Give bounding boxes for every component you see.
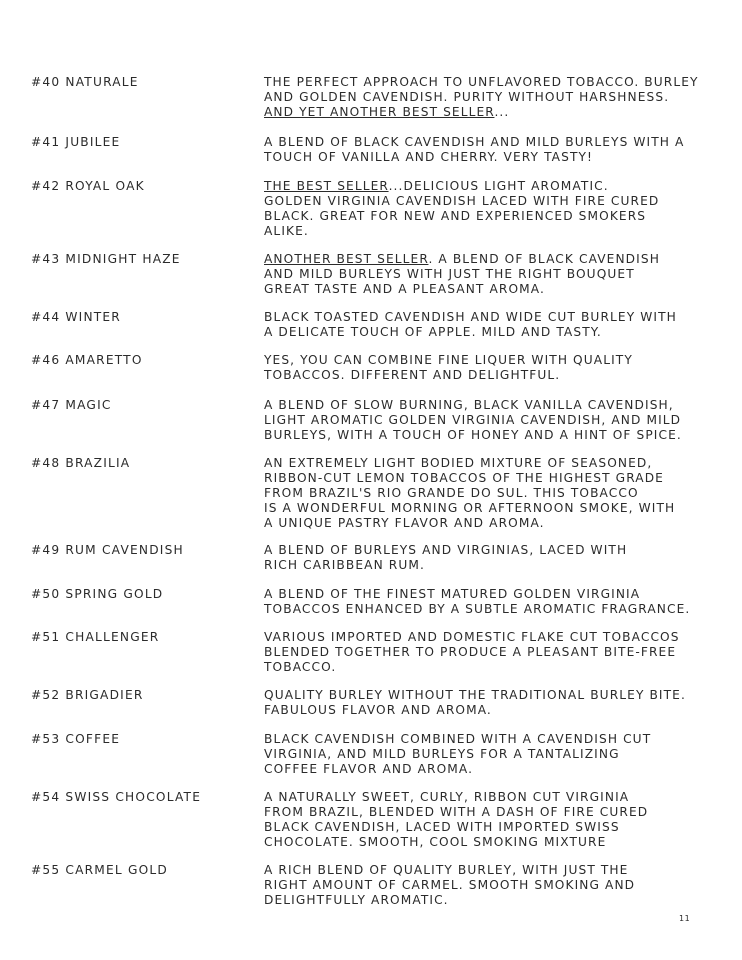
description-line [264, 587, 724, 602]
description-line [264, 805, 724, 820]
description-line [264, 863, 724, 878]
description-line [264, 90, 724, 105]
blend-description [264, 790, 724, 850]
blend-name: #48 BRAZILIA [31, 456, 131, 470]
description-line [264, 310, 724, 325]
text-segment: BLENDED TOGETHER TO PRODUCE A PLEASANT BITE-FREE [264, 645, 677, 659]
blend-description [264, 179, 724, 239]
text-segment: GOLDEN VIRGINIA CAVENDISH LACED WITH FIRE CURED [264, 194, 660, 208]
text-segment: ALIKE. [264, 224, 309, 238]
text-segment: FROM BRAZIL, BLENDED WITH A DASH OF FIRE CURED [264, 805, 649, 819]
description-line [264, 135, 724, 150]
description-line [264, 486, 724, 501]
text-segment: VARIOUS IMPORTED AND DOMESTIC FLAKE CUT TOBACCOS [264, 630, 680, 644]
description-line [264, 209, 724, 224]
description-line [264, 105, 724, 120]
text-segment: AND MILD BURLEYS WITH JUST THE RIGHT BOUQUET [264, 267, 635, 281]
blend-description [264, 587, 724, 617]
text-segment: . A BLEND OF BLACK CAVENDISH [428, 252, 660, 266]
description-line [264, 150, 724, 165]
blend-name: #51 CHALLENGER [31, 630, 160, 644]
blend-name: #46 AMARETTO [31, 353, 143, 367]
description-line [264, 428, 724, 443]
text-segment: CHOCOLATE. SMOOTH, COOL SMOKING MIXTURE [264, 835, 607, 849]
blend-name: #43 MIDNIGHT HAZE [31, 252, 181, 266]
description-line [264, 660, 724, 675]
text-segment: TOBACCO. [264, 660, 337, 674]
text-segment: A NATURALLY SWEET, CURLY, RIBBON CUT VIRGINIA [264, 790, 630, 804]
description-line [264, 558, 724, 573]
description-line [264, 630, 724, 645]
description-line [264, 194, 724, 209]
description-line [264, 878, 724, 893]
text-segment: LIGHT AROMATIC GOLDEN VIRGINIA CAVENDISH, AND MILD [264, 413, 682, 427]
description-line [264, 179, 724, 194]
text-segment: GREAT TASTE AND A PLEASANT AROMA. [264, 282, 545, 296]
blend-name: #47 MAGIC [31, 398, 112, 412]
underlined-phrase: THE BEST SELLER [264, 179, 389, 193]
text-segment: RIGHT AMOUNT OF CARMEL. SMOOTH SMOKING AND [264, 878, 636, 892]
text-segment: A UNIQUE PASTRY FLAVOR AND AROMA. [264, 516, 545, 530]
blend-description [264, 75, 724, 120]
blend-name: #54 SWISS CHOCOLATE [31, 790, 202, 804]
blend-name: #52 BRIGADIER [31, 688, 144, 702]
blend-description [264, 353, 724, 383]
text-segment: YES, YOU CAN COMBINE FINE LIQUER WITH QUALITY [264, 353, 633, 367]
text-segment: A BLEND OF BURLEYS AND VIRGINIAS, LACED WITH [264, 543, 628, 557]
description-line [264, 325, 724, 340]
text-segment: AN EXTREMELY LIGHT BODIED MIXTURE OF SEASONED, [264, 456, 653, 470]
blend-name: #53 COFFEE [31, 732, 121, 746]
description-line [264, 762, 724, 777]
text-segment: BURLEYS, WITH A TOUCH OF HONEY AND A HINT OF SPICE. [264, 428, 682, 442]
blend-description [264, 543, 724, 573]
description-line [264, 543, 724, 558]
text-segment: VIRGINIA, AND MILD BURLEYS FOR A TANTALIZING [264, 747, 620, 761]
text-segment: A BLEND OF THE FINEST MATURED GOLDEN VIRGINIA [264, 587, 641, 601]
text-segment: QUALITY BURLEY WITHOUT THE TRADITIONAL BURLEY BITE. [264, 688, 686, 702]
description-line [264, 688, 724, 703]
description-line [264, 456, 724, 471]
description-line [264, 602, 724, 617]
description-line [264, 732, 724, 747]
text-segment: DELIGHTFULLY AROMATIC. [264, 893, 449, 907]
blend-description [264, 732, 724, 777]
description-line [264, 703, 724, 718]
text-segment: BLACK CAVENDISH, LACED WITH IMPORTED SWISS [264, 820, 620, 834]
text-segment: FROM BRAZIL'S RIO GRANDE DO SUL. THIS TOBACCO [264, 486, 639, 500]
text-segment: TOBACCOS ENHANCED BY A SUBTLE AROMATIC FRAGRANCE. [264, 602, 691, 616]
blend-description [264, 456, 724, 531]
description-line [264, 501, 724, 516]
blend-description [264, 688, 724, 718]
description-line [264, 252, 724, 267]
description-line [264, 645, 724, 660]
description-line [264, 267, 724, 282]
description-line [264, 353, 724, 368]
description-line [264, 413, 724, 428]
text-segment: A RICH BLEND OF QUALITY BURLEY, WITH JUST THE [264, 863, 629, 877]
text-segment: FABULOUS FLAVOR AND AROMA. [264, 703, 492, 717]
text-segment: IS A WONDERFUL MORNING OR AFTERNOON SMOKE, WITH [264, 501, 676, 515]
underlined-phrase: AND YET ANOTHER BEST SELLER [264, 105, 495, 119]
blend-description [264, 310, 724, 340]
description-line [264, 516, 724, 531]
text-segment: AND GOLDEN CAVENDISH. PURITY WITHOUT HARSHNESS. [264, 90, 670, 104]
text-segment: BLACK TOASTED CAVENDISH AND WIDE CUT BURLEY WITH [264, 310, 677, 324]
description-line [264, 398, 724, 413]
blend-name: #41 JUBILEE [31, 135, 121, 149]
text-segment: TOBACCOS. DIFFERENT AND DELIGHTFUL. [264, 368, 561, 382]
blend-name: #40 NATURALE [31, 75, 139, 89]
text-segment: ...DELICIOUS LIGHT AROMATIC. [388, 179, 609, 193]
underlined-phrase: ANOTHER BEST SELLER [264, 252, 429, 266]
description-line [264, 75, 724, 90]
description-line [264, 471, 724, 486]
description-line [264, 820, 724, 835]
blend-description [264, 630, 724, 675]
text-segment: ... [494, 105, 510, 119]
description-line [264, 747, 724, 762]
blend-description [264, 252, 724, 297]
description-line [264, 224, 724, 239]
blend-name: #50 SPRING GOLD [31, 587, 164, 601]
text-segment: BLACK. GREAT FOR NEW AND EXPERIENCED SMOKERS [264, 209, 647, 223]
description-line [264, 893, 724, 908]
description-line [264, 790, 724, 805]
text-segment: A BLEND OF BLACK CAVENDISH AND MILD BURLEYS WITH A [264, 135, 685, 149]
blend-name: #55 CARMEL GOLD [31, 863, 169, 877]
text-segment: RICH CARIBBEAN RUM. [264, 558, 425, 572]
page-number: 11 [679, 914, 691, 923]
blend-description [264, 135, 724, 165]
blend-name: #49 RUM CAVENDISH [31, 543, 184, 557]
description-line [264, 835, 724, 850]
description-line [264, 282, 724, 297]
description-line [264, 368, 724, 383]
blend-name: #44 WINTER [31, 310, 121, 324]
blend-name: #42 ROYAL OAK [31, 179, 145, 193]
text-segment: BLACK CAVENDISH COMBINED WITH A CAVENDISH CUT [264, 732, 652, 746]
text-segment: RIBBON-CUT LEMON TOBACCOS OF THE HIGHEST GRADE [264, 471, 664, 485]
text-segment: TOUCH OF VANILLA AND CHERRY. VERY TASTY! [264, 150, 594, 164]
text-segment: THE PERFECT APPROACH TO UNFLAVORED TOBACCO. BURLEY [264, 75, 699, 89]
text-segment: A DELICATE TOUCH OF APPLE. MILD AND TASTY. [264, 325, 602, 339]
blend-description [264, 863, 724, 908]
blend-description [264, 398, 724, 443]
text-segment: COFFEE FLAVOR AND AROMA. [264, 762, 474, 776]
text-segment: A BLEND OF SLOW BURNING, BLACK VANILLA CAVENDISH, [264, 398, 674, 412]
